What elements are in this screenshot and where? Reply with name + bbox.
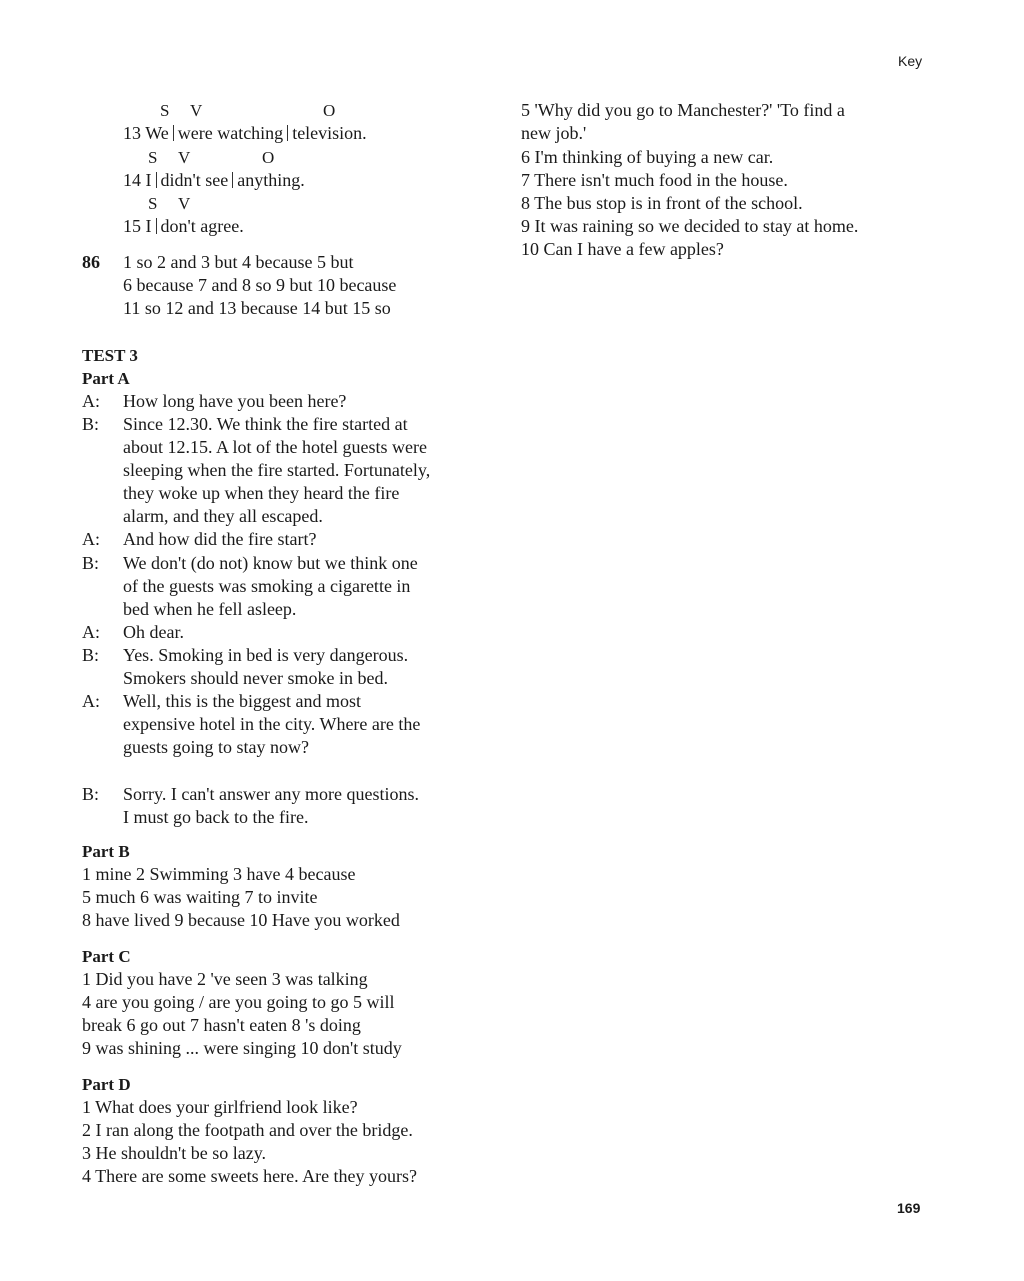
- item-number: 13: [123, 123, 141, 143]
- divider: [156, 172, 157, 188]
- dialogue-line: guests going to stay now?: [123, 737, 309, 757]
- svo-mark-v: V: [178, 194, 191, 213]
- answer-line: 6 I'm thinking of buying a new car.: [521, 147, 774, 167]
- dialogue-line: How long have you been here?: [123, 391, 347, 411]
- svo-mark-s: S: [148, 194, 158, 213]
- speaker-label: B:: [82, 553, 100, 573]
- dialogue-line: expensive hotel in the city. Where are the: [123, 714, 421, 734]
- svo-mark-o: O: [323, 101, 336, 120]
- dialogue-line: Since 12.30. We think the fire started at: [123, 414, 408, 434]
- speaker-label: B:: [82, 784, 100, 804]
- part-a-title: Part A: [82, 369, 130, 388]
- speaker-label: A:: [82, 529, 100, 549]
- dialogue-line: about 12.15. A lot of the hotel guests were: [123, 437, 427, 457]
- dialogue-line: Smokers should never smoke in bed.: [123, 668, 388, 688]
- answer-line: 1 What does your girlfriend look like?: [82, 1097, 358, 1117]
- svo-mark-s: S: [160, 101, 170, 120]
- answer-line: 9 was shining ... were singing 10 don't study: [82, 1038, 402, 1058]
- answer-line: 1 so 2 and 3 but 4 because 5 but: [123, 252, 354, 272]
- divider: [173, 125, 174, 141]
- svo-sentence: [123, 169, 305, 192]
- answer-line: 8 have lived 9 because 10 Have you worked: [82, 910, 400, 930]
- running-header: Key: [898, 53, 923, 69]
- dialogue-line: Sorry. I can't answer any more questions.: [123, 784, 419, 804]
- svo-verb: were watching: [177, 123, 284, 143]
- svo-object: anything.: [237, 170, 305, 190]
- svo-subject: I: [145, 216, 152, 236]
- answer-line: 10 Can I have a few apples?: [521, 239, 724, 259]
- svo-mark-v: V: [178, 148, 191, 167]
- answer-line: 2 I ran along the footpath and over the bridge.: [82, 1120, 413, 1140]
- dialogue-line: alarm, and they all escaped.: [123, 506, 323, 526]
- dialogue-line: I must go back to the fire.: [123, 807, 309, 827]
- divider: [232, 172, 233, 188]
- speaker-label: B:: [82, 645, 100, 665]
- dialogue-line: bed when he fell asleep.: [123, 599, 297, 619]
- dialogue-line: sleeping when the fire started. Fortunately,: [123, 460, 431, 480]
- part-b-title: Part B: [82, 842, 130, 861]
- dialogue-line: And how did the fire start?: [123, 529, 317, 549]
- speaker-label: B:: [82, 414, 100, 434]
- svo-object: television.: [292, 123, 367, 143]
- svo-subject: We: [145, 123, 169, 143]
- part-c-title: Part C: [82, 947, 131, 966]
- part-d-title: Part D: [82, 1075, 131, 1094]
- item-number: 14: [123, 170, 141, 190]
- answer-line: 4 are you going / are you going to go 5 will: [82, 992, 395, 1012]
- svo-mark-o: O: [262, 148, 275, 167]
- dialogue-line: Well, this is the biggest and most: [123, 691, 362, 711]
- svo-sentence: [123, 122, 367, 145]
- test-title: TEST 3: [82, 346, 138, 365]
- svo-verb: didn't see: [160, 170, 229, 190]
- answer-line: 4 There are some sweets here. Are they yours?: [82, 1166, 418, 1186]
- dialogue-line: of the guests was smoking a cigarette in: [123, 576, 411, 596]
- answer-line: 7 There isn't much food in the house.: [521, 170, 788, 190]
- exercise-number: 86: [82, 252, 100, 272]
- svo-mark-s: S: [148, 148, 158, 167]
- dialogue-line: Oh dear.: [123, 622, 184, 642]
- svo-sentence: [123, 215, 244, 238]
- answer-line: 1 Did you have 2 've seen 3 was talking: [82, 969, 368, 989]
- answer-line: new job.': [521, 123, 587, 143]
- answer-line: 6 because 7 and 8 so 9 but 10 because: [123, 275, 397, 295]
- answer-line: 9 It was raining so we decided to stay at home.: [521, 216, 859, 236]
- svo-mark-v: V: [190, 101, 203, 120]
- answer-line: 11 so 12 and 13 because 14 but 15 so: [123, 298, 391, 318]
- svo-subject: I: [145, 170, 152, 190]
- divider: [287, 125, 288, 141]
- divider: [156, 218, 157, 234]
- answer-line: break 6 go out 7 hasn't eaten 8 's doing: [82, 1015, 361, 1035]
- dialogue-line: they woke up when they heard the fire: [123, 483, 400, 503]
- answer-line: 8 The bus stop is in front of the school.: [521, 193, 803, 213]
- dialogue-line: Yes. Smoking in bed is very dangerous.: [123, 645, 409, 665]
- speaker-label: A:: [82, 622, 100, 642]
- answer-line: 1 mine 2 Swimming 3 have 4 because: [82, 864, 356, 884]
- answer-line: 3 He shouldn't be so lazy.: [82, 1143, 267, 1163]
- answer-line: 5 'Why did you go to Manchester?' 'To find a: [521, 100, 845, 120]
- dialogue-line: We don't (do not) know but we think one: [123, 553, 418, 573]
- answer-line: 5 much 6 was waiting 7 to invite: [82, 887, 318, 907]
- page-number: 169: [897, 1200, 921, 1216]
- item-number: 15: [123, 216, 141, 236]
- svo-verb: don't agree.: [160, 216, 244, 236]
- speaker-label: A:: [82, 391, 100, 411]
- speaker-label: A:: [82, 691, 100, 711]
